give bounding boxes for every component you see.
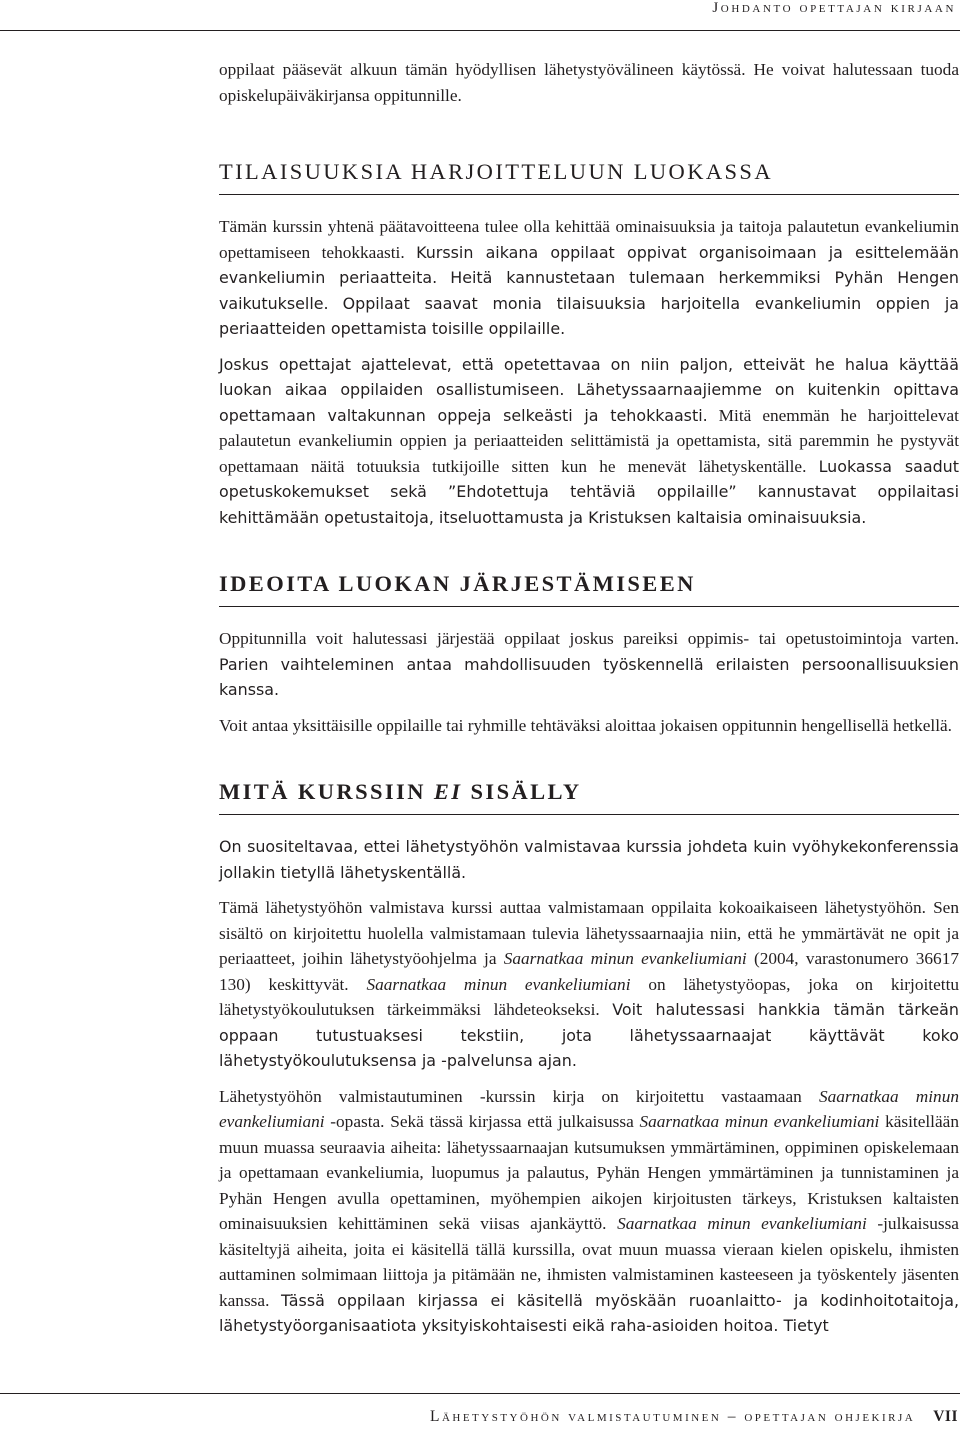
text-run: Parien vaihteleminen antaa mahdollisuuden työskennellä erilaisten persoonallisuuksien kanssa. <box>219 654 959 699</box>
page-body <box>219 57 959 1349</box>
book-title: Saarnatkaa minun evankeliumiani <box>503 949 747 968</box>
text-run: Oppilaat saavat monia tilaisuuksia harjoitella evankeliumin oppien ja periaatteiden opettamista toisille oppilaille. <box>219 293 959 338</box>
text-run: Oppitunnilla voit halutessasi järjestää oppilaat joskus pareiksi oppimis- tai opetustoimintoja varten. <box>219 629 959 648</box>
book-title: Saarnatkaa minun evankeliumiani <box>639 1112 880 1131</box>
text-run: Luokassa saadut opetuskokemukset sekä ”Ehdotettuja tehtäviä oppilaille” kannustavat oppilaitasi kehittämään opetustaitoja, itseluottamusta ja Kristuksen kaltaisia ominaisuuksia. <box>219 456 959 527</box>
running-header: Johdanto opettajan kirjaan <box>712 0 956 16</box>
text-run: käsitellään muun muassa seuraavia aiheita: lähetyssaarnaajan kutsumuksen ymmärtäminen, oppiminen opiskelemaan ja opettamaan evankeliumia, luopumus ja palautus, Pyhän Hengen ymmärtäminen ja tunnistaminen ja Pyhän Hengen avulla opettaminen, myöhempien aikojen kirjoitusten tärkeys, Kristuksen kaltaisten ominaisuuksien kehittäminen sekä viisas ajankäyttö. <box>219 1112 959 1233</box>
text-run: -opasta. <box>330 1112 385 1131</box>
text-run: Mitä enemmän he harjoittelevat palautetun evankeliumin oppien ja periaatteiden selittämistä ja opettamista, sitä paremmin he pystyvät opettamaan näitä totuuksia tutkijoille sitten kun he menevät lähetyskentälle. <box>219 405 959 476</box>
classroom-paragraph-2 <box>219 713 959 739</box>
text-run: -julkaisussa käsiteltyjä aiheita, joita ei käsitellä tällä kurssilla, ovat muun muassa vieraan kielen opiskelu, ihmisten auttaminen solmimaan liittoja ja pitämään ne, ihmisten valmistaminen kasteeseen ja työskentely jäsenten kanssa. <box>219 1214 959 1310</box>
text-run: Heitä kannustetaan tulemaan herkemmiksi Pyhän Hengen vaikutukselle. <box>219 268 959 313</box>
not-included-paragraph-1 <box>219 834 959 885</box>
book-title: Saarnatkaa minun evankeliumiani <box>617 1214 867 1233</box>
text-run: (2004, varastonumero 36617 130) keskittyvät. <box>219 949 959 994</box>
intro-text: oppilaat pääsevät alkuun tämän hyödyllisen lähetystyövälineen käytössä. He voivat halutessaan tuoda opiskelupäiväkirjansa oppitunnille. <box>219 60 959 105</box>
practice-paragraph-2 <box>219 352 959 531</box>
heading-emphasis: EI <box>433 779 463 804</box>
section-heading-not-included <box>219 778 959 815</box>
intro-paragraph <box>219 57 959 108</box>
classroom-paragraph-1 <box>219 626 959 703</box>
footer-rule <box>0 1393 960 1394</box>
section-heading-practice: TILAISUUKSIA HARJOITTELUUN LUOKASSA <box>219 158 959 195</box>
text-run: Voit halutessasi hankkia tämän tärkeän oppaan tutustuaksesi tekstiin, jota lähetyssaarnaajat käyttävät koko lähetystyökoulutuksensa ja -palvelunsa ajan. <box>219 1000 959 1070</box>
heading-part: SISÄLLY <box>462 779 582 804</box>
section-heading-classroom: IDEOITA LUOKAN JÄRJESTÄMISEEN <box>219 570 959 607</box>
header-rule <box>0 30 960 31</box>
text-run: on lähetystyöopas, joka on kirjoitettu lähetystyökoulutuksen tärkeimmäksi lähdeteokseksi. <box>219 974 960 1019</box>
text-run: Tämä lähetystyöhön valmistava kurssi auttaa valmistamaan oppilaita kokoaikaiseen lähetystyöhön. <box>219 898 926 917</box>
text-run: On suositeltavaa, ettei lähetystyöhön valmistavaa kurssia johdeta kuin vyöhykekonferenssia jollakin tietyllä lähetyskentällä. <box>219 837 959 882</box>
practice-paragraph-1 <box>219 214 959 342</box>
text-run: Tämän kurssin yhtenä päätavoitteena tulee olla kehittää ominaisuuksia ja taitoja palautetun evankeliumin opettamiseen tehokkaasti. <box>219 217 959 262</box>
not-included-paragraph-2 <box>219 895 959 1074</box>
not-included-paragraph-3 <box>219 1084 959 1339</box>
text-run: Lähetystyöhön valmistautuminen -kurssin kirja on kirjoitettu vastaamaan <box>219 1086 802 1106</box>
text-run: Tässä oppilaan kirjassa ei käsitellä myöskään ruoanlaitto- ja kodinhoitotaitoja, lähetystyöorganisaatiota yksityiskohtaisesti eikä raha-asioiden hoitoa. Tietyt <box>219 1290 959 1335</box>
text-run: Joskus opettajat ajattelevat, että opetettavaa on niin paljon, etteivät he halua käyttää luokan aikaa oppilaiden osallistumiseen. <box>219 354 959 399</box>
text-run: Sekä tässä kirjassa että julkaisussa <box>390 1112 634 1131</box>
footer-title: Lähetystyöhön valmistautuminen – opettajan ohjekirja <box>429 1408 916 1425</box>
book-title: Saarnatkaa minun evankeliumiani <box>219 1086 959 1131</box>
heading-part: MITÄ KURSSIIN <box>219 779 434 804</box>
book-title: Saarnatkaa minun evankeliumiani <box>366 974 631 994</box>
running-footer <box>0 1408 958 1426</box>
page-number: VII <box>933 1408 958 1425</box>
text-run: Voit antaa yksittäisille oppilaille tai ryhmille tehtäväksi aloittaa jokaisen oppitunnin hengellisellä hetkellä. <box>219 715 952 735</box>
text-run: Kurssin aikana oppilaat oppivat organisoimaan ja esittelemään evankeliumin periaatteita. <box>219 242 959 287</box>
text-run: Lähetyssaarnaajiemme on kuitenkin opittava opettamaan valtakunnan oppeja selkeästi ja tehokkaasti. <box>219 380 959 425</box>
text-run: Sen sisältö on kirjoitettu huolella valmistamaan tulevia lähetyssaarnaajia niin, että he ymmärtävät ne opit ja periaatteet, joihin lähetystyöohjelma ja <box>219 898 959 968</box>
